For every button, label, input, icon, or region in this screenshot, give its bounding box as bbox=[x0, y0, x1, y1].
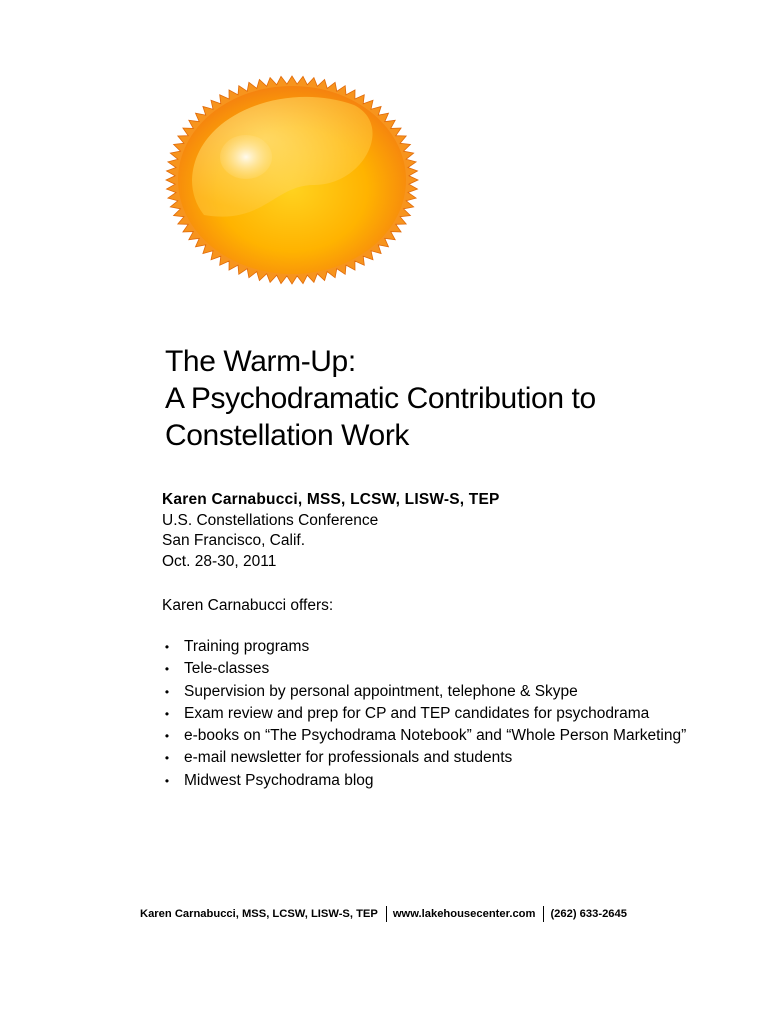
conference-name: U.S. Constellations Conference bbox=[162, 511, 379, 529]
list-item bbox=[162, 681, 686, 703]
list-item-text: e-mail newsletter for professionals and students bbox=[184, 749, 513, 767]
conference-location: San Francisco, Calif. bbox=[162, 532, 305, 549]
footer bbox=[140, 905, 627, 923]
list-item bbox=[162, 770, 686, 792]
list-item bbox=[162, 636, 686, 658]
bullet-icon: • bbox=[164, 640, 170, 654]
author-name: Karen Carnabucci, MSS, LCSW, LISW-S, TEP bbox=[162, 491, 500, 508]
bullet-icon: • bbox=[164, 729, 170, 744]
list-item-text: e-books on “The Psychodrama Notebook” and “Whole Person Marketing” bbox=[184, 727, 687, 745]
title-line-2: A Psychodramatic Contribution to bbox=[165, 382, 596, 415]
offers-intro: Karen Carnabucci offers: bbox=[162, 597, 334, 614]
list-item-text: Training programs bbox=[184, 638, 310, 655]
list-item bbox=[162, 658, 686, 680]
list-item bbox=[162, 703, 686, 725]
footer-divider bbox=[543, 906, 544, 922]
event-info bbox=[162, 490, 722, 572]
conference-dates: Oct. 28-30, 2011 bbox=[162, 552, 277, 570]
list-item bbox=[162, 747, 686, 769]
list-item-text: Supervision by personal appointment, telephone & Skype bbox=[184, 682, 578, 700]
document-title bbox=[165, 343, 745, 454]
list-item-text: Midwest Psychodrama blog bbox=[184, 771, 374, 789]
bullet-icon: • bbox=[164, 662, 170, 677]
footer-phone: (262) 633-2645 bbox=[550, 908, 627, 920]
footer-website-link[interactable]: www.lakehousecenter.com bbox=[392, 908, 536, 920]
offers-list bbox=[162, 636, 686, 792]
title-line-1: The Warm-Up: bbox=[165, 345, 356, 378]
bullet-icon: • bbox=[164, 773, 170, 788]
list-item bbox=[162, 725, 686, 747]
sun-icon bbox=[164, 75, 420, 285]
bullet-icon: • bbox=[164, 706, 170, 721]
footer-name: Karen Carnabucci, MSS, LCSW, LISW-S, TEP bbox=[140, 908, 378, 920]
footer-divider bbox=[386, 906, 387, 922]
bullet-icon: • bbox=[164, 751, 170, 766]
bullet-icon: • bbox=[164, 684, 170, 699]
list-item-text: Exam review and prep for CP and TEP candidates for psychodrama bbox=[184, 704, 650, 722]
list-item-text: Tele-classes bbox=[184, 660, 270, 678]
title-line-3: Constellation Work bbox=[165, 419, 410, 452]
